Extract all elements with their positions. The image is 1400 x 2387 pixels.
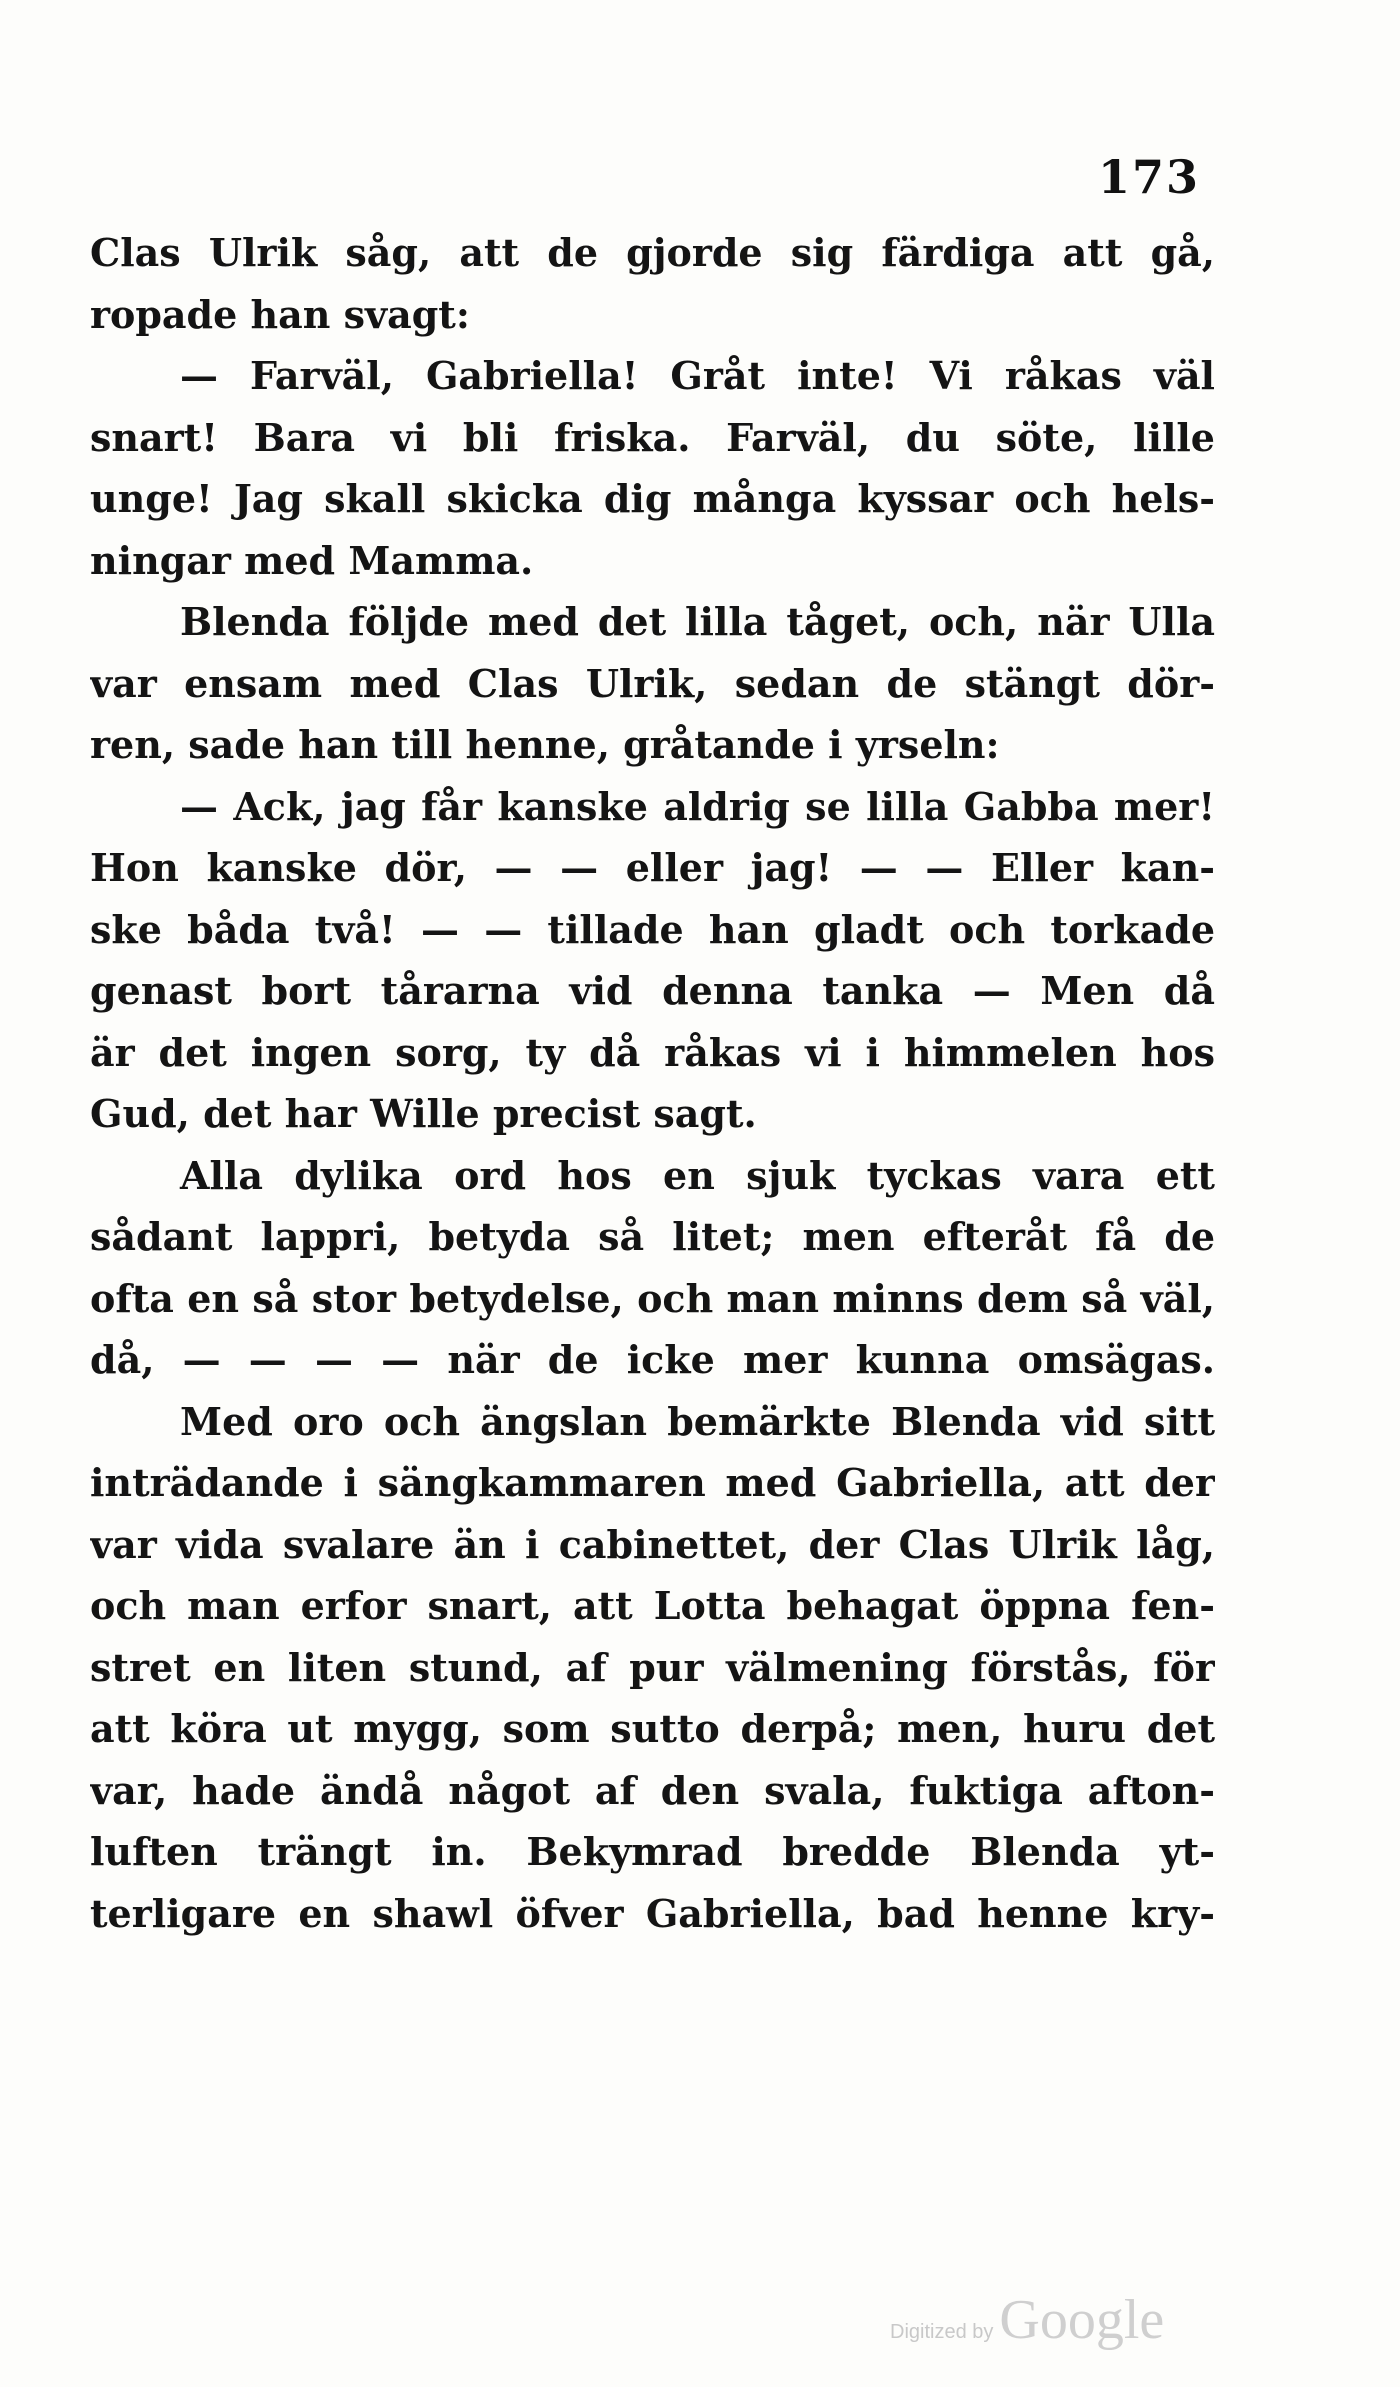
text-line: var ensam med Clas Ulrik, sedan de stängt dör- xyxy=(90,660,1215,706)
text-line: att köra ut mygg, som sutto derpå; men, huru det xyxy=(90,1706,1215,1751)
text-line: ofta en så stor betydelse, och man minns dem så väl, xyxy=(90,1275,1215,1321)
text-line: genast bort tårarna vid denna tanka — Men då xyxy=(90,968,1215,1013)
text-line: — Ack, jag får kanske aldrig se lilla Gabba mer! xyxy=(180,783,1215,829)
text-line: Clas Ulrik såg, att de gjorde sig färdiga att gå, xyxy=(90,230,1215,275)
text-line: stret en liten stund, af pur välmening förstås, för xyxy=(90,1644,1215,1690)
text-line: Hon kanske dör, — — eller jag! — — Eller kan- xyxy=(90,845,1215,890)
text-line: luften trängt in. Bekymrad bredde Blenda yt- xyxy=(90,1829,1215,1874)
text-line: Med oro och ängslan bemärkte Blenda vid sitt xyxy=(180,1398,1215,1444)
text-line: ropade han svagt: xyxy=(90,291,470,337)
text-line: Alla dylika ord hos en sjuk tyckas vara ett xyxy=(180,1152,1215,1198)
text-line: — Farväl, Gabriella! Gråt inte! Vi råkas väl xyxy=(180,353,1215,398)
text-line: ningar med Mamma. xyxy=(90,537,534,583)
text-line: var, hade ändå något af den svala, fuktiga afton- xyxy=(90,1767,1215,1813)
text-line: Gud, det har Wille precist sagt. xyxy=(90,1091,757,1136)
body-text xyxy=(90,222,1215,1944)
text-line: ren, sade han till henne, gråtande i yrseln: xyxy=(90,722,1000,767)
text-line: är det ingen sorg, ty då råkas vi i himmelen hos xyxy=(90,1029,1215,1075)
text-line: sådant lappri, betyda så litet; men efteråt få de xyxy=(90,1214,1215,1259)
text-line: då, — — — — när de icke mer kunna omsägas. xyxy=(90,1337,1215,1382)
text-line: snart! Bara vi bli friska. Farväl, du söte, lille xyxy=(90,414,1215,460)
page-number: 173 xyxy=(1097,150,1200,204)
watermark-prefix: Digitized by xyxy=(890,2321,994,2343)
text-line: terligare en shawl öfver Gabriella, bad henne kry- xyxy=(90,1890,1215,1936)
digitized-watermark xyxy=(890,2288,1164,2352)
text-line: och man erfor snart, att Lotta behagat öppna fen- xyxy=(90,1583,1215,1628)
text-line: ske båda två! — — tillade han gladt och torkade xyxy=(90,906,1215,952)
text-line: Blenda följde med det lilla tåget, och, när Ulla xyxy=(180,599,1215,644)
google-logo: Google xyxy=(999,2289,1165,2351)
text-line: inträdande i sängkammaren med Gabriella, att der xyxy=(90,1460,1215,1505)
text-line: unge! Jag skall skicka dig många kyssar och hels- xyxy=(90,476,1215,521)
text-line: var vida svalare än i cabinettet, der Clas Ulrik låg, xyxy=(90,1521,1215,1567)
